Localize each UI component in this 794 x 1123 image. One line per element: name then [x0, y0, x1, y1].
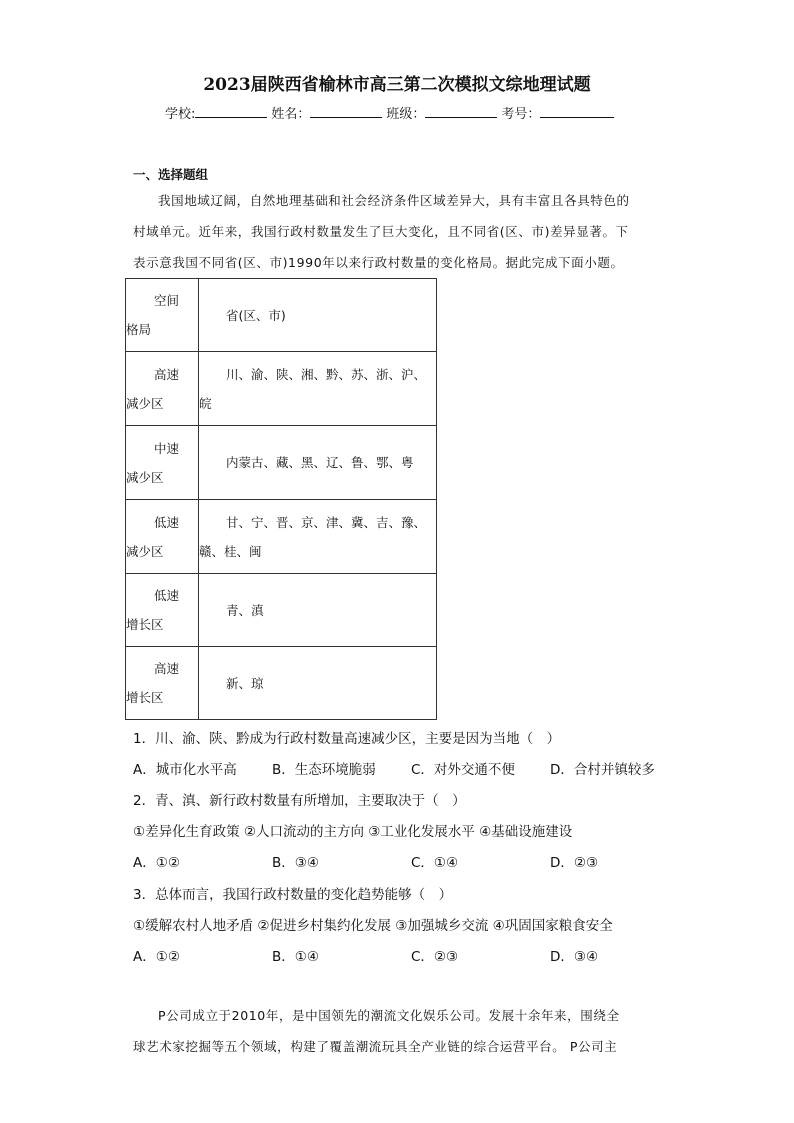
- passage-line: P公司成立于2010年，是中国领先的潮流文化娱乐公司。发展十余年来，围绕全: [158, 1008, 620, 1023]
- question-2-statements: ①差异化生育政策 ②人口流动的主方向 ③工业化发展水平 ④基础设施建设: [133, 824, 573, 840]
- provinces-cell: 青、滇: [199, 574, 437, 647]
- option-a[interactable]: A．城市化水平高: [133, 762, 237, 778]
- provinces-cell: 川、渝、陕、湘、黔、苏、浙、沪、 皖: [199, 352, 437, 426]
- page-title: 2023届陕西省榆林市高三第二次模拟文综地理试题: [203, 75, 591, 95]
- pattern-cell: 高速 减少区: [126, 352, 199, 426]
- question-2-options: [133, 851, 598, 871]
- name-label: 姓名：: [271, 107, 311, 122]
- question-1-options: [133, 758, 655, 778]
- header-text: 格局: [126, 322, 152, 337]
- option-b[interactable]: B．③④: [272, 855, 319, 871]
- intro-line: 表示意我国不同省(区、市)1990年以来行政村数量的变化格局。据此完成下面小题。: [133, 255, 624, 270]
- village-change-table: [125, 278, 437, 720]
- exam-no-label: 考号：: [501, 107, 541, 122]
- pattern-cell: 低速 减少区: [126, 500, 199, 574]
- section-title: 一、选择题组: [133, 167, 209, 182]
- table-header-cell: [126, 279, 199, 352]
- question-3-stem: 3．总体而言，我国行政村数量的变化趋势能够（ ）: [133, 887, 453, 903]
- student-info-line: [165, 103, 618, 122]
- option-a[interactable]: A．①②: [133, 855, 180, 871]
- pattern-cell: 低速 增长区: [126, 574, 199, 647]
- passage-2: [133, 1000, 661, 1062]
- question-2-stem: 2．青、滇、新行政村数量有所增加，主要取决于（ ）: [133, 793, 466, 809]
- intro-line: 村域单元。近年来，我国行政村数量发生了巨大变化，且不同省(区、市)差异显著。下: [133, 224, 629, 239]
- table-row: [126, 426, 437, 500]
- option-d[interactable]: D．③④: [550, 949, 599, 965]
- question-3-options: [133, 945, 598, 965]
- option-c[interactable]: C．对外交通不便: [411, 762, 515, 778]
- option-b[interactable]: B．①④: [272, 949, 319, 965]
- pattern-cell: 高速 增长区: [126, 647, 199, 720]
- school-label: 学校:: [165, 107, 196, 122]
- header-text: 省(区、市): [226, 307, 286, 323]
- class-label: 班级：: [386, 107, 426, 122]
- provinces-cell: 新、琼: [199, 647, 437, 720]
- option-d[interactable]: D．合村并镇较多: [550, 762, 655, 778]
- exam-no-blank: [540, 103, 614, 118]
- header-text: 空间: [154, 293, 180, 308]
- question-3-statements: ①缓解农村人地矛盾 ②促进乡村集约化发展 ③加强城乡交流 ④巩固国家粮食安全: [133, 918, 613, 934]
- option-a[interactable]: A．①②: [133, 949, 180, 965]
- option-c[interactable]: C．②③: [411, 949, 459, 965]
- name-blank: [310, 103, 382, 118]
- table-row: [126, 352, 437, 426]
- table-row: [126, 574, 437, 647]
- table-header-cell: [199, 279, 437, 352]
- option-b[interactable]: B．生态环境脆弱: [272, 762, 376, 778]
- class-blank: [425, 103, 497, 118]
- question-1-stem: 1．川、渝、陕、黔成为行政村数量高速减少区，主要是因为当地（ ）: [133, 731, 561, 747]
- option-c[interactable]: C．①④: [411, 855, 459, 871]
- intro-line: 我国地域辽阔，自然地理基础和社会经济条件区域差异大，具有丰富且各具特色的: [158, 193, 630, 208]
- provinces-cell: 甘、宁、晋、京、津、冀、吉、豫、 赣、桂、闽: [199, 500, 437, 574]
- table-header-row: [126, 279, 437, 352]
- table-row: [126, 500, 437, 574]
- table-row: [126, 647, 437, 720]
- passage-line: 球艺术家挖掘等五个领域，构建了覆盖潮流玩具全产业链的综合运营平台。 P公司主: [133, 1039, 618, 1054]
- pattern-cell: 中速 减少区: [126, 426, 199, 500]
- option-d[interactable]: D．②③: [550, 855, 599, 871]
- intro-passage: [133, 185, 661, 278]
- provinces-cell: 内蒙古、藏、黑、辽、鲁、鄂、粤: [199, 426, 437, 500]
- school-blank: [195, 103, 267, 118]
